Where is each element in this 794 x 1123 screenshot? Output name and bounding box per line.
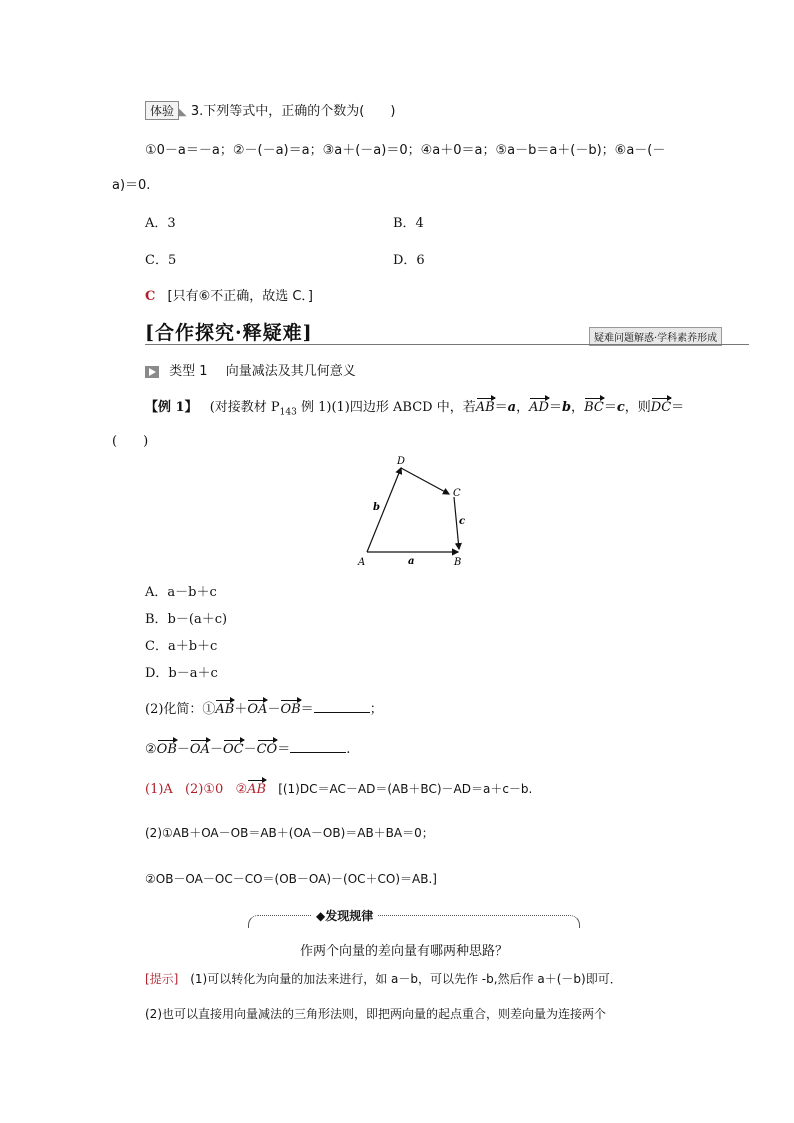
q3-stem: 3.下列等式中，正确的个数为( ) <box>190 104 396 119</box>
hint-tag: [提示] <box>145 972 179 986</box>
rule-label: ◆发现规律 <box>312 907 377 924</box>
label-edge-c: c <box>459 516 466 527</box>
example-text2: 例 1)(1)四边形 ABCD 中，若 <box>296 400 476 415</box>
blank-1 <box>314 700 370 713</box>
solution-ans1: (1)A <box>145 782 173 797</box>
tiyan-badge: 体验 <box>145 101 179 120</box>
example-part2-line2: ②OB－OA－OC－CO＝ . <box>145 742 351 757</box>
example-part2-line1: (2)化简：①AB＋OA－OB＝ ； <box>145 702 383 717</box>
section-divider <box>145 344 749 345</box>
q3-option-d: D．6 <box>393 253 425 268</box>
label-a-point: A <box>358 557 366 568</box>
solution-line1: (1)A (2)①0 ②AB [(1)DC＝AC－AD＝(AB＋BC)－AD＝a＋c－b. <box>145 782 533 797</box>
solution-line2: (2)①AB＋OA－OB＝AB＋(OA－OB)＝AB＋BA＝0； <box>145 826 434 840</box>
label-edge-b: b <box>373 502 380 513</box>
rule-hint2: (2)也可以直接用向量减法的三角形法则，即把两向量的起点重合，则差向量为连接两个 <box>145 1007 607 1021</box>
q3-answer-text: [只有⑥不正确，故选 C．] <box>167 289 314 304</box>
hint1-text: (1)可以转化为向量的加法来进行，如 a－b，可以先作 -b,然后作 a＋(－b)即可． <box>190 972 622 986</box>
label-b-point: B <box>454 557 462 568</box>
type-label: 类型 1 <box>169 364 208 379</box>
part2-line2-prefix: ② <box>145 742 157 757</box>
section-badge: 疑难问题解惑·学科素养形成 <box>589 327 722 346</box>
q3-answer <box>145 285 313 304</box>
label-c-point: C <box>453 488 461 499</box>
label-edge-a: a <box>408 556 415 567</box>
example-paren: ( ) <box>112 434 149 449</box>
example-option-a: A．a－b＋c <box>145 585 217 600</box>
edge-dc <box>401 468 449 494</box>
q3-answer-letter: C <box>145 289 156 304</box>
play-icon <box>145 366 159 378</box>
rule-box-frame <box>248 915 580 928</box>
part2-prefix: (2)化简：① <box>145 702 216 717</box>
q3-option-b: B．4 <box>393 216 424 231</box>
example-option-b: B．b－(a＋c) <box>145 612 228 627</box>
solution-ans3: ② <box>235 782 248 797</box>
example-tag: 【例 1】 <box>145 400 198 415</box>
example-option-c: C．a＋b＋c <box>145 639 218 654</box>
type-heading <box>145 360 356 379</box>
solution-text1: [(1)DC＝AC－AD＝(AB＋BC)－AD＝a＋c－b. <box>278 782 533 796</box>
q3-option-c: C．5 <box>145 253 177 268</box>
q3-equations-line2: a)＝0. <box>112 178 151 193</box>
blank-2 <box>290 740 346 753</box>
solution-line3: ②OB－OA－OC－CO＝(OB－OA)－(OC＋CO)＝AB.] <box>145 872 437 886</box>
example-text1: (对接教材 P <box>209 400 280 415</box>
type-title: 向量减法及其几何意义 <box>225 364 356 379</box>
example-sub: 143 <box>279 407 297 418</box>
q3-stem-line: 体验 ◣ 3.下列等式中，正确的个数为( ) <box>145 100 395 120</box>
label-d-point: D <box>397 456 406 467</box>
example-stem: 【例 1】 (对接教材 $P_{143}$ 例 1)(1)四边形 ABCD 中，若AB＝a，AD＝b，BC＝c，则DC＝ <box>145 400 685 418</box>
example-option-d: D．b－a＋c <box>145 666 218 681</box>
q3-equations-line1: ①0－a＝－a；②－(－a)＝a；③a＋(－a)＝0；④a＋0＝a；⑤a－b＝a＋(－b)；⑥a－(－ <box>145 143 666 158</box>
rule-hint1 <box>145 970 622 987</box>
q3-option-a: A．3 <box>145 216 176 231</box>
solution-ans2: (2)①0 <box>184 782 224 797</box>
quadrilateral-figure <box>350 452 480 572</box>
section-title: [合作探究·释疑难] <box>145 322 313 344</box>
rule-question: 作两个向量的差向量有哪两种思路？ <box>300 944 509 959</box>
